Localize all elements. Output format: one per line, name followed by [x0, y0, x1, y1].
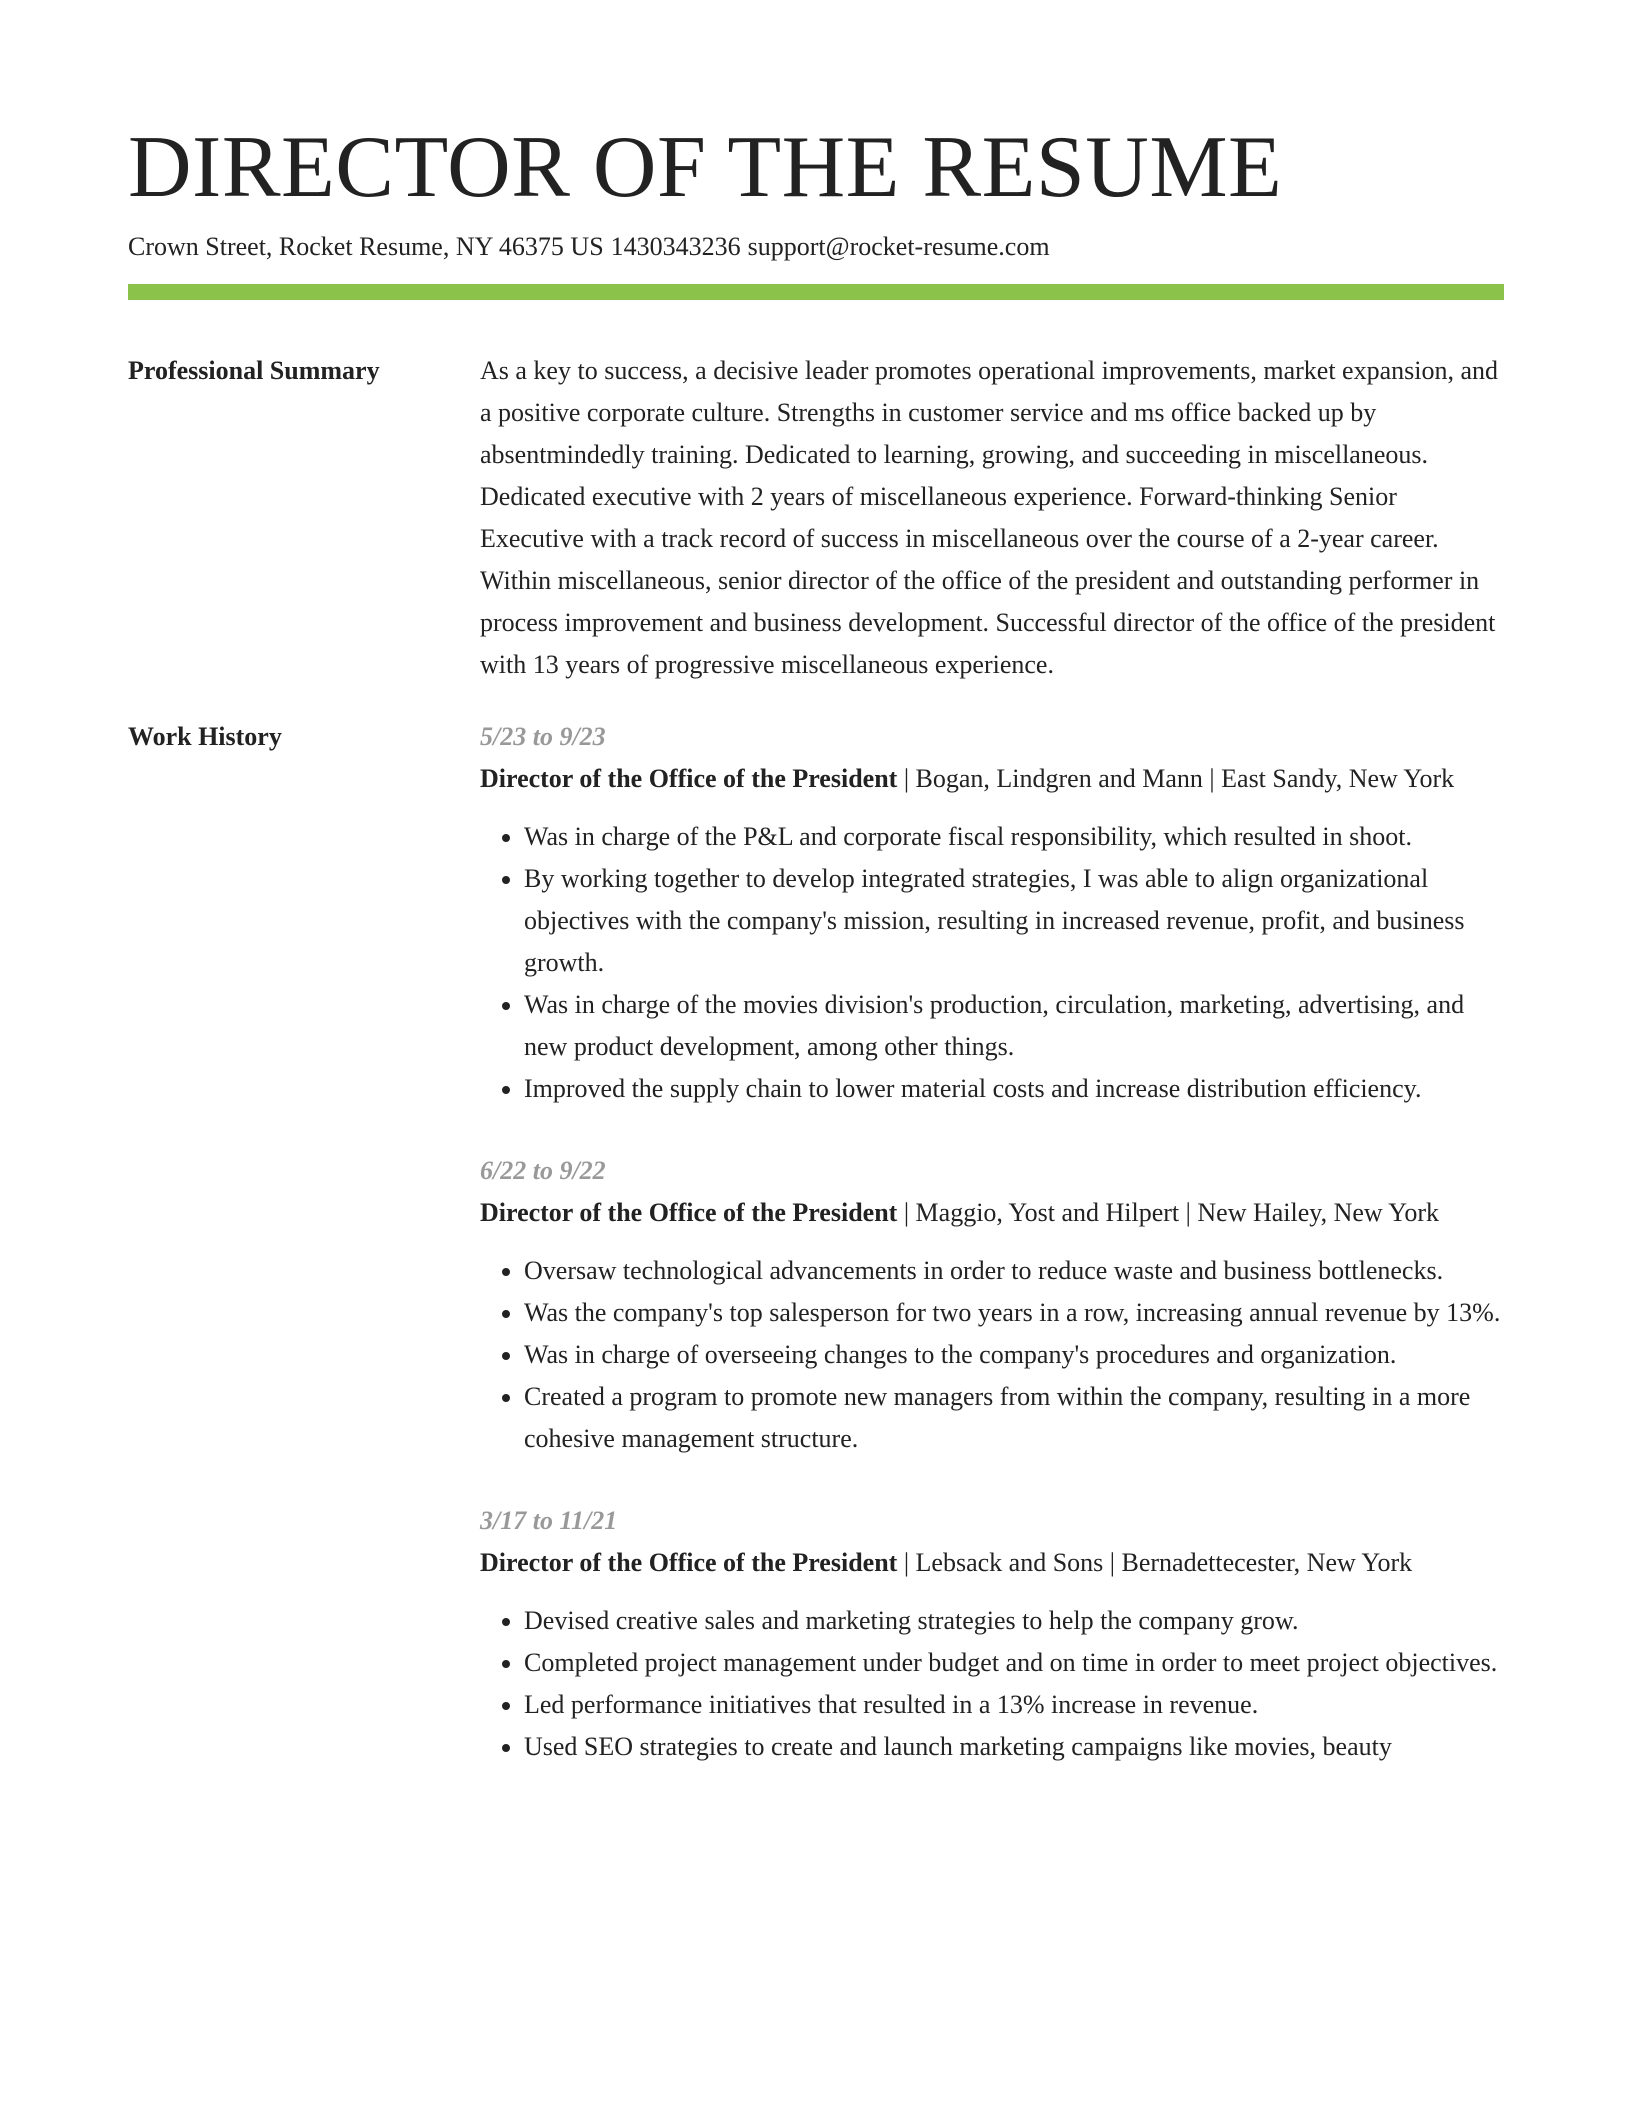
job-bullet: • Oversaw technological advancements in order to reduce waste and business bottlenecks. [524, 1250, 1504, 1292]
contact-email: support@rocket-resume.com [747, 232, 1050, 261]
job-entry [480, 1150, 1504, 1460]
job-bullet: • Led performance initiatives that resulted in a 13% increase in revenue. [524, 1684, 1504, 1726]
job-heading [480, 758, 1504, 800]
job-dates: 5/23 to 9/23 [480, 722, 606, 751]
job-entry [480, 716, 1504, 1110]
contact-line [128, 230, 1504, 264]
job-location: Bernadettecester, New York [1121, 1548, 1413, 1577]
job-bullet: • Was in charge of the movies division's production, circulation, marketing, advertising, and new product development, among other things. [524, 984, 1504, 1068]
job-title: Director of the Office of the President [480, 1198, 898, 1227]
job-bullet: • Was the company's top salesperson for two years in a row, increasing annual revenue by 13%. [524, 1292, 1504, 1334]
job-bullet-list [480, 1600, 1504, 1768]
resume-header [128, 0, 1504, 300]
job-separator: | [1179, 1198, 1198, 1227]
job-separator: | [897, 1198, 916, 1227]
section-heading-summary: Professional Summary [128, 356, 380, 385]
job-bullet: • Improved the supply chain to lower material costs and increase distribution efficiency. [524, 1068, 1504, 1110]
job-location: New Hailey, New York [1197, 1198, 1440, 1227]
candidate-name: DIRECTOR OF THE RESUME [128, 119, 1283, 216]
summary-body [480, 350, 1504, 686]
job-heading [480, 1542, 1504, 1584]
job-dates: 6/22 to 9/22 [480, 1156, 606, 1185]
job-bullet-list [480, 816, 1504, 1110]
resume-page [128, 0, 1504, 1768]
job-company: Maggio, Yost and Hilpert [915, 1198, 1180, 1227]
work-history-section [128, 716, 1504, 1768]
job-title: Director of the Office of the President [480, 764, 898, 793]
job-bullet-list [480, 1250, 1504, 1460]
job-title: Director of the Office of the President [480, 1548, 898, 1577]
job-entry [480, 1500, 1504, 1768]
professional-summary-section [128, 350, 1504, 686]
job-bullet: • By working together to develop integrated strategies, I was able to align organizational objectives with the company's mission, resulting in increased revenue, profit, and business growth. [524, 858, 1504, 984]
contact-address: Crown Street, Rocket Resume, NY 46375 US [128, 232, 604, 261]
work-history-body [480, 716, 1504, 1768]
job-separator: | [1103, 1548, 1122, 1577]
job-bullet: • Was in charge of overseeing changes to the company's procedures and organization. [524, 1334, 1504, 1376]
job-company: Bogan, Lindgren and Mann [915, 764, 1203, 793]
section-heading-work-history: Work History [128, 722, 282, 751]
job-company: Lebsack and Sons [915, 1548, 1104, 1577]
job-bullet: • Devised creative sales and marketing strategies to help the company grow. [524, 1600, 1504, 1642]
job-separator: | [897, 1548, 916, 1577]
job-bullet: • Created a program to promote new managers from within the company, resulting in a more cohesive management structure. [524, 1376, 1504, 1460]
job-bullet: • Completed project management under budget and on time in order to meet project objectives. [524, 1642, 1504, 1684]
job-bullet: • Used SEO strategies to create and launch marketing campaigns like movies, beauty [524, 1726, 1504, 1768]
summary-text: As a key to success, a decisive leader promotes operational improvements, market expansion, and a positive corporate culture. Strengths in customer service and ms office backed up by absentmindedly training. Dedicated to learning, growing, and succeeding in miscellaneous. Dedicated executive with 2 years of miscellaneous experience. Forward-thinking Senior Executive with a track record of success in miscellaneous over the course of a 2-year career. Within miscellaneous, senior director of the office of the president and outstanding performer in process improvement and business development. Successful director of the office of the president with 13 years of progressive miscellaneous experience. [480, 356, 1499, 679]
job-separator: | [897, 764, 916, 793]
job-heading [480, 1192, 1504, 1234]
contact-phone: 1430343236 [610, 232, 741, 261]
job-separator: | [1202, 764, 1222, 793]
header-divider [128, 284, 1504, 300]
job-bullet: • Was in charge of the P&L and corporate fiscal responsibility, which resulted in shoot. [524, 816, 1504, 858]
job-dates: 3/17 to 11/21 [480, 1506, 618, 1535]
job-location: East Sandy, New York [1221, 764, 1455, 793]
